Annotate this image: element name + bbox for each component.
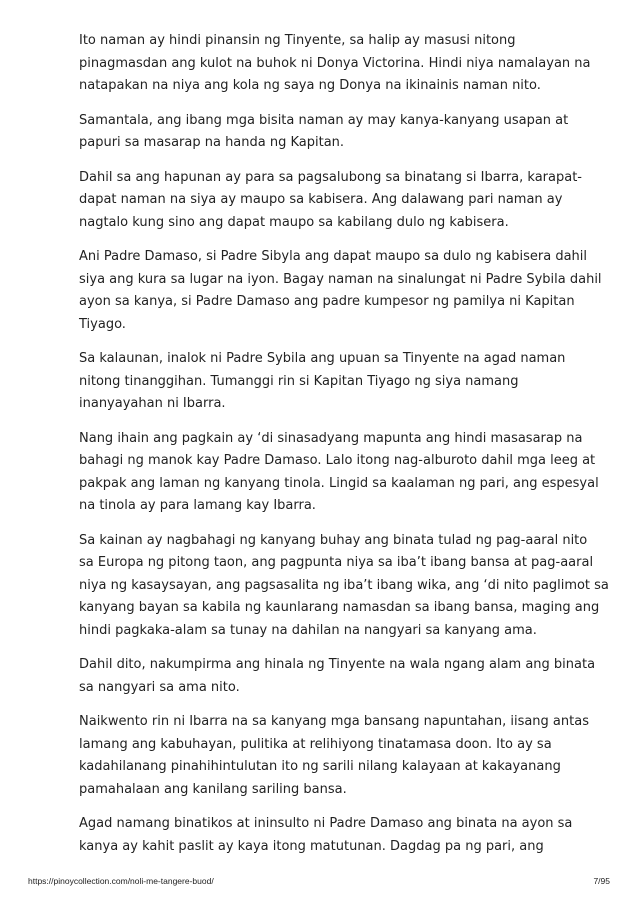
text-line: na tinola ay para lamang kay Ibarra. (79, 498, 316, 513)
paragraph-6 (79, 428, 599, 518)
text-line: Naikwento rin ni Ibarra na sa kanyang mga bansang napuntahan, iisang antas (79, 714, 589, 729)
text-line: ayon sa kanya, si Padre Damaso ang padre kumpesor ng pamilya ni Kapitan (79, 294, 575, 309)
document-body (79, 30, 609, 870)
paragraph-10 (79, 813, 579, 858)
text-line: sa Europa ng pitong taon, ang pagpunta niya sa iba’t ibang bansa at pag-aaral (79, 555, 594, 570)
text-line: kadahilanang pinahihintulutan ito ng sarili nilang kalayaan at kakayanang (79, 759, 561, 774)
text-line: inanyayahan ni Ibarra. (79, 396, 226, 411)
text-line: Ani Padre Damaso, si Padre Sibyla ang dapat maupo sa dulo ng kabisera dahil (79, 249, 588, 264)
text-line: Dahil dito, nakumpirma ang hinala ng Tinyente na wala ngang alam ang binata (79, 657, 596, 672)
text-line: siya ang kura sa lugar na iyon. Bagay naman na sinalungat ni Padre Sybila dahil (79, 271, 602, 287)
text-line: nagtalo kung sino ang dapat maupo sa kabilang dulo ng kabisera. (79, 214, 509, 230)
paragraph-4 (79, 246, 602, 336)
text-line: kanya ay kahit paslit ay kaya itong matutunan. Dagdag pa ng pari, ang (79, 838, 544, 854)
text-line: dapat naman na siya ay maupo sa kabisera. Ang dalawang pari naman ay (79, 192, 563, 207)
paragraph-9 (79, 711, 589, 801)
text-line: Nang ihain ang pagkain ay ‘di sinasadyang mapunta ang hindi masasarap na (79, 430, 583, 446)
source-url: https://pinoycollection.com/noli-me-tangere-buod/ (28, 876, 214, 886)
text-line: hindi pagkaka-alam sa tunay na dahilan na nangyari sa kanyang ama. (79, 622, 537, 638)
paragraph-7 (79, 530, 609, 643)
text-line: niya ng kasaysayan, ang pagsasalita ng iba’t ibang wika, ang ‘di nito paglimot sa (79, 577, 609, 593)
text-line: natapakan na niya ang kola ng saya ng Donya na ikinainis naman nito. (79, 78, 541, 93)
text-line: Dahil sa ang hapunan ay para sa pagsalubong sa binatang si Ibarra, karapat- (79, 169, 582, 185)
text-line: papuri sa masarap na handa ng Kapitan. (79, 135, 345, 150)
text-line: lamang ang kabuhayan, pulitika at relihiyong tinatamasa doon. Ito ay sa (79, 736, 552, 752)
paragraph-5 (79, 348, 579, 416)
text-line: bahagi ng manok kay Padre Damaso. Lalo itong nag-alburoto dahil mga leeg at (79, 453, 596, 468)
page-number: 7/95 (593, 876, 610, 886)
text-line: Sa kainan ay nagbahagi ng kanyang buhay ang binata tulad ng pag-aaral nito (79, 532, 588, 548)
paragraph-8 (79, 654, 596, 699)
text-line: pamahalaan ang kanilang sariling bansa. (79, 781, 347, 797)
text-line: sa nangyari sa ama nito. (79, 679, 240, 695)
text-line: pinagmasdan ang kulot na buhok ni Donya Victorina. Hindi niya namalayan na (79, 55, 591, 71)
paragraph-2 (79, 110, 579, 155)
text-line: Sa kalaunan, inalok ni Padre Sybila ang upuan sa Tinyente na agad naman (79, 351, 566, 366)
paragraph-1 (79, 30, 591, 98)
text-line: Samantala, ang ibang mga bisita naman ay may kanya-kanyang usapan at (79, 112, 569, 128)
text-line: Tiyago. (79, 316, 126, 332)
paragraph-3 (79, 167, 582, 235)
text-line: nitong tinanggihan. Tumanggi rin si Kapitan Tiyago ng siya namang (79, 373, 519, 389)
page-footer (28, 876, 610, 890)
text-line: kanyang bayan sa kabila ng kaunlarang namasdan sa ibang bansa, maging ang (79, 600, 600, 615)
text-line: pakpak ang laman ng kanyang tinola. Lingid sa kaalaman ng pari, ang espesyal (79, 475, 599, 491)
text-line: Ito naman ay hindi pinansin ng Tinyente, sa halip ay masusi nitong (79, 33, 516, 48)
text-line: Agad namang binatikos at ininsulto ni Padre Damaso ang binata na ayon sa (79, 816, 573, 831)
